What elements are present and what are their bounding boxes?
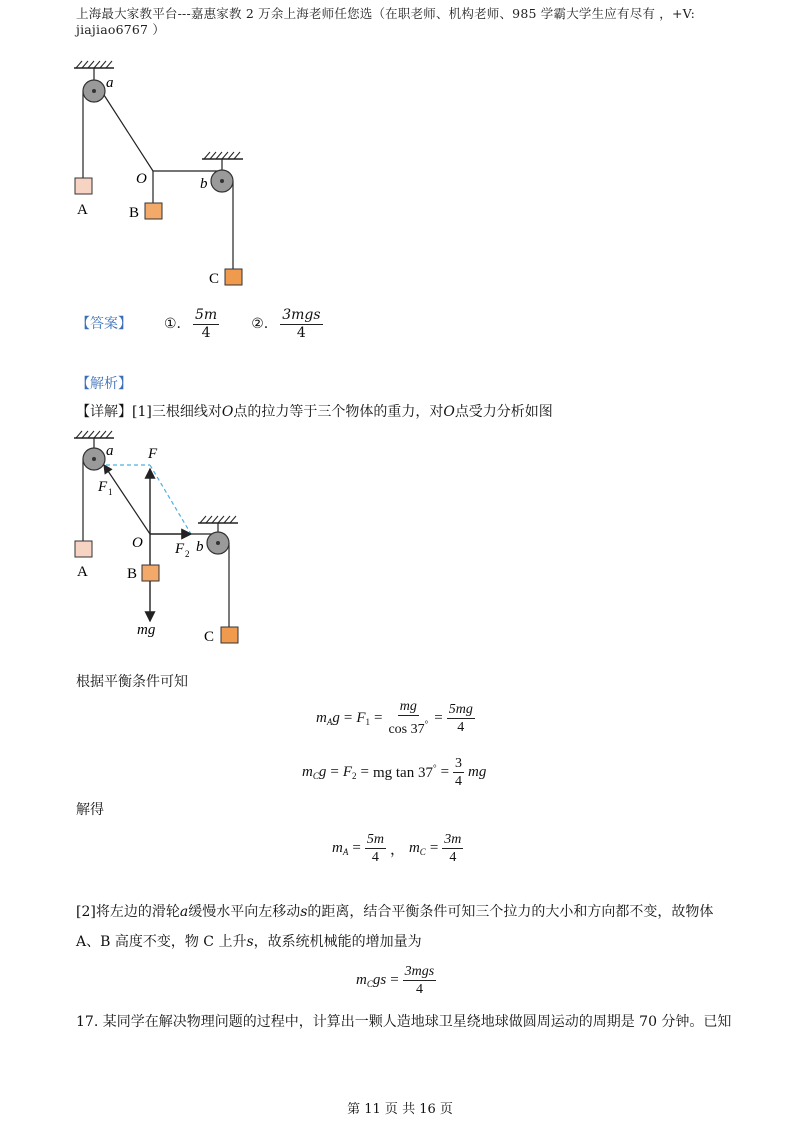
label-block-a: A — [77, 564, 88, 580]
equation-1 — [316, 696, 475, 740]
eq4-frac-num: 3mgs — [404, 963, 435, 979]
part2-s-1: s — [300, 904, 308, 920]
label-a: a — [106, 75, 114, 91]
detail-o-2: O — [443, 404, 455, 420]
eq4-m: m — [356, 971, 367, 988]
eq1-f: F — [356, 709, 366, 726]
eq4-fraction — [403, 963, 437, 998]
label-block-a: A — [77, 202, 88, 218]
force-diagram — [60, 425, 260, 650]
eq2-tail: mg — [468, 763, 487, 780]
label-block-c: C — [209, 271, 220, 287]
eq1-frac1-den: cos 37 — [388, 722, 425, 737]
eq1-fraction-2 — [447, 701, 475, 736]
label-mg: mg — [137, 622, 156, 638]
eq2-frac-den: 4 — [455, 773, 463, 789]
eq2-g: g — [318, 763, 327, 780]
eq3-fracc-num: 3m — [444, 831, 462, 847]
equilibrium-intro: 根据平衡条件可知 — [76, 674, 188, 690]
eq3-fracc-den: 4 — [449, 849, 457, 865]
block-c — [225, 269, 242, 285]
eq1-fraction-1 — [386, 698, 430, 738]
page-footer: 第 11 页 共 16 页 — [347, 1102, 453, 1117]
eq1-sub-a: A — [326, 716, 333, 727]
part2-text-b: 缓慢水平向左移动 — [188, 904, 301, 920]
answer-tag: 【答案】 — [76, 316, 132, 332]
answer-1-numerator: 5m — [195, 306, 218, 323]
detail-text-3: 点受力分析如图 — [454, 404, 553, 420]
eq4-gs: gs — [372, 971, 387, 988]
eq3-fraction-a — [365, 831, 386, 866]
block-c — [221, 627, 238, 643]
eq3-sub-c: C — [419, 846, 426, 857]
label-o: O — [136, 171, 147, 187]
part2-s-2: s — [246, 934, 254, 950]
eq2-frac-num: 3 — [455, 755, 463, 771]
solve-label: 解得 — [76, 802, 104, 818]
eq2-f-sub: 2 — [352, 770, 357, 781]
label-f2-sub: 2 — [185, 549, 190, 559]
label-b: b — [196, 539, 204, 555]
eq3-fraction-c — [442, 831, 463, 866]
answer-marker-1: ①. — [164, 316, 182, 332]
eq2-f: F — [342, 763, 352, 780]
eq1-f-sub: 1 — [365, 716, 370, 727]
eq2-equals-1: = — [330, 763, 339, 780]
eq3-m-c: m — [408, 839, 420, 856]
part2-text-d: A、B 高度不变，物 C 上升 — [76, 934, 247, 950]
equation-4: $m_Cgs$ = $\frac{\text{3mgs}}{4}$ — [356, 963, 435, 997]
block-b — [145, 203, 162, 219]
eq1-frac2-num: 5mg — [448, 701, 473, 717]
label-f1: F — [98, 479, 108, 495]
answer-row — [76, 304, 323, 344]
eq2-equals-2: = — [360, 763, 369, 780]
label-f: F — [148, 446, 158, 462]
label-a: a — [106, 443, 114, 459]
detail-line — [76, 402, 553, 422]
eq1-equals-1: = — [343, 709, 353, 726]
part2-text-e: ，故系统机械能的增加量为 — [253, 934, 422, 950]
eq3-separator: ， — [389, 841, 405, 858]
part2-text-c: 的距离，结合平衡条件可知三个拉力的大小和方向都不变，故物体 — [307, 904, 714, 920]
eq1-frac2-den: 4 — [457, 719, 465, 735]
part2-text-a: [2]将左边的滑轮 — [76, 904, 180, 920]
label-f2: F — [175, 541, 185, 557]
eq1-degree: ° — [424, 719, 429, 729]
equation-3: $m_A$ = $\frac{5m}{4}$ ， $m_C$ = $\frac{3m}{4}$ — [332, 831, 462, 865]
answer-fraction-2 — [280, 307, 322, 342]
detail-tag: 【详解】 — [76, 404, 132, 420]
eq2-equals-3: = — [440, 763, 450, 780]
label-block-c: C — [204, 629, 215, 645]
header-line-1: 上海最大家教平台---嘉惠家教 2 万余上海老师任您选（在职老师、机构老师、985 学霸大学生应有尽有 ，+V: — [76, 6, 696, 21]
eq1-equals-3: = — [434, 709, 443, 726]
eq3-fraca-den: 4 — [371, 849, 379, 865]
label-block-b: B — [129, 205, 140, 221]
block-a — [75, 541, 92, 557]
label-b: b — [200, 176, 208, 192]
eq2-sub-c: C — [312, 770, 319, 781]
block-a — [75, 178, 92, 194]
part2-pulley-a: a — [179, 904, 189, 920]
eq2-mid: mg tan 37 — [372, 764, 433, 781]
eq4-sub-c: C — [366, 978, 373, 989]
block-b — [142, 565, 159, 581]
label-o: O — [132, 535, 143, 551]
eq2-m: m — [302, 763, 313, 780]
answer-1-denominator: 4 — [201, 324, 211, 341]
pulley-figure-1 — [60, 55, 260, 295]
eq4-frac-den: 4 — [415, 981, 423, 997]
eq3-fraca-num: 5m — [366, 831, 384, 847]
header-line-2: jiajiao6767 ） — [76, 22, 166, 37]
label-f1-sub: 1 — [108, 487, 113, 497]
part2-line-1 — [76, 902, 736, 922]
eq1-g: g — [332, 709, 340, 726]
page-header — [76, 6, 736, 38]
answer-marker-2: ②. — [251, 316, 269, 332]
detail-text-2: 点的拉力等于三个物体的重力，对 — [233, 404, 444, 420]
answer-2-denominator: 4 — [296, 324, 306, 341]
eq1-m: m — [316, 709, 327, 726]
detail-text-1: [1]三根细线对 — [132, 404, 222, 420]
answer-fraction-1 — [193, 307, 219, 342]
eq1-frac1-num: mg — [399, 699, 417, 714]
eq2-fraction — [453, 755, 464, 790]
eq1-equals-2: = — [373, 709, 383, 726]
eq3-m-a: m — [332, 839, 343, 856]
eq3-sub-a: A — [342, 846, 349, 857]
eq2-degree: ° — [432, 762, 437, 773]
detail-o-1: O — [221, 404, 234, 420]
answer-2-numerator: 3mgs — [282, 306, 321, 323]
part2-line-2 — [76, 932, 736, 952]
analysis-tag: 【解析】 — [76, 376, 132, 392]
label-block-b: B — [127, 566, 138, 582]
equation-2 — [302, 750, 486, 794]
question-17: 17. 某同学在解决物理问题的过程中，计算出一颗人造地球卫星绕地球做圆周运动的周期是 70 分钟。已知 — [76, 1014, 732, 1030]
